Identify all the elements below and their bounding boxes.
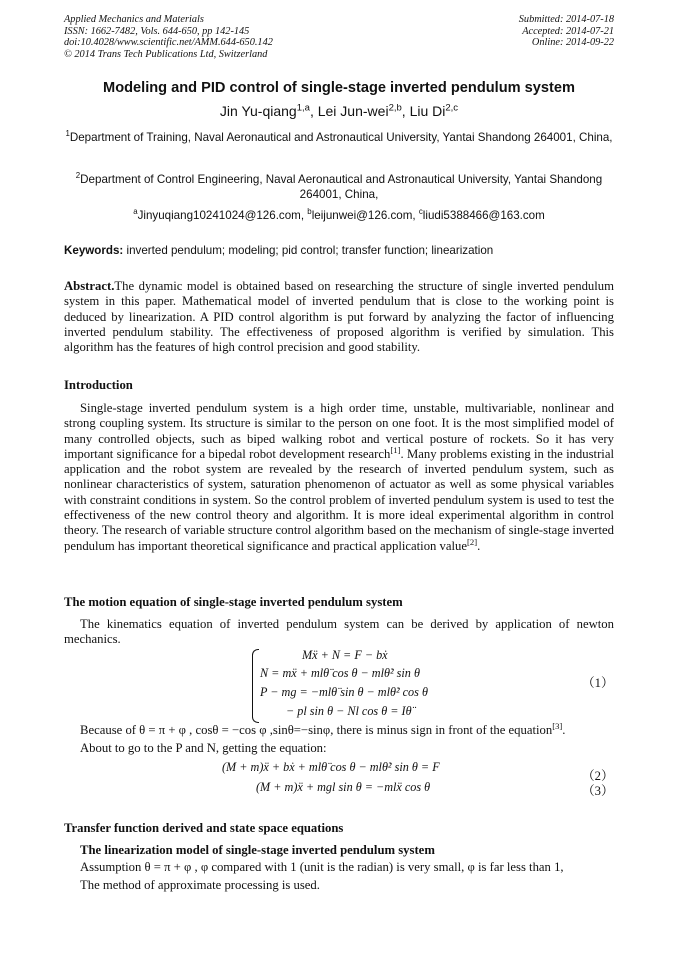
introduction-paragraph: Single-stage inverted pendulum system is a high order time, unstable, multivariable, nonlinear and strong coupling system. Its structure is similar to the person on one foot. It is the most simplified model of many controlled objects, such as biped walking robot and vertical posture of rockets. So it has very important significance for a bipedal robot development research[1]. Many problems existing in the industrial application and the robot system are revealed by the research of inverted pendulum system, such as nonlinear characteristics of system, saturation phenomenon of actuator as well as some physical variables with constraint conditions in system. So the control problem of inverted pendulum system is used to test the effectiveness of the new control theory and algorithm. It is more ideal experimental algorithm in control theory. The research of variable structure control algorithm based on the mechanism of single-stage inverted pendulum has important theoretical significance and practical application value[2]. [64,401,614,553]
equation-number-2: （2） [582,769,614,783]
keywords-text: inverted pendulum; modeling; pid control; transfer function; linearization [126,244,494,257]
equation-line: − pl sin θ − Nl cos θ = Iθ̈ [286,704,412,718]
author-name: Liu Di [409,103,446,119]
email-link[interactable]: liudi5388466@163.com [422,209,545,222]
paper-title: Modeling and PID control of single-stage inverted pendulum system [103,80,575,96]
author-name: Jin Yu-qiang [219,103,297,119]
motion-intro-paragraph: The kinematics equation of inverted pendulum system can be derived by application of newton mechanics. [64,617,614,647]
journal-name: Applied Mechanics and Materials [64,14,204,25]
abstract [64,279,614,355]
equation-line: N = mẍ + mlθ̈ cos θ − mlθ̇² sin θ [260,666,420,680]
affiliation-1: $^1$Department of Training, Naval Aeronautical and Astronautical University, Yantai Shandong 264001, China, [65,129,613,144]
doi-line: doi:10.4028/www.scientific.net/AMM.644-650.142 [64,37,273,49]
author-name: Lei Jun-wei [317,103,389,119]
author-list: Jin Yu-qiang$^{1,a}$, Lei Jun-wei$^{2,b}$, Liu Di$^{2,c}$ [219,102,459,119]
abstract-label: Abstract. [64,279,115,293]
journal-header-right [519,14,614,49]
affiliation-2: $^2$Department of Control Engineering, Naval Aeronautical and Astronautical University, Yantai Shandong 264001, China, [75,171,603,201]
author-sup: 1,a [296,102,310,114]
email-link[interactable]: Jinyuqiang10241024@126.com [137,209,301,222]
equation-2: (M + m)ẍ + bẋ + mlθ̈ cos θ − mlθ̇² sin θ = F [222,760,440,774]
abstract-text: The dynamic model is obtained based on researching the structure of single inverted pendulum system in this paper. Mathematical model of inverted pendulum that is close to the working point is deduced by linearization. A PID control algorithm is put forward by analyzing the factor of influencing inverted pendulum stability. The effectiveness of proposed algorithm is verified by simulation. This algorithm has the features of high control precision and good stability. [64,279,614,355]
citation: [1] [390,444,401,455]
journal-header-left [64,14,273,60]
citation: [2] [467,536,478,547]
section-heading-motion-equation: The motion equation of single-stage inverted pendulum system [64,595,403,609]
assumption-line: Assumption θ = π + φ , φ compared with 1 (unit is the radian) is very small, φ is far less than 1, [80,860,564,874]
equation-3: (M + m)ẍ + mgl sin θ = −mlẍ cos θ [256,780,431,794]
equation-number-1: （1） [582,676,614,690]
keywords-label: Keywords: [64,244,124,257]
because-line: Because of θ = π + φ , cosθ = −cos φ ,sinθ=−sinφ, there is minus sign in front of the equation[3]. [80,720,566,737]
online-date: Online: 2014-09-22 [531,37,614,49]
equation-brace [252,649,259,723]
issn-line: ISSN: 1662-7482, Vols. 644-650, pp 142-145 [64,25,250,37]
keywords [64,244,614,257]
about-line: About to go to the P and N, getting the equation: [80,741,327,755]
section-heading-introduction: Introduction [64,378,133,392]
author-sup: 2,c [445,102,459,114]
accepted-date: Accepted: 2014-07-21 [522,25,614,37]
subsection-heading-linearization: The linearization model of single-stage inverted pendulum system [80,843,435,857]
equation-line: P − mg = −mlθ̈ sin θ − mlθ̇² cos θ [260,685,428,699]
copyright-line: © 2014 Trans Tech Publications Ltd, Switzerland [64,48,268,60]
email-link[interactable]: leijunwei@126.com [311,209,413,222]
submitted-date: Submitted: 2014-07-18 [518,14,614,25]
author-emails: $^a$Jinyuqiang10241024@126.com, $^b$leijunwei@126.com, $^c$liudi5388466@163.com [133,207,545,222]
author-sup: 2,b [388,102,402,114]
equation-line: Mẍ + N = F − bẋ [302,648,388,662]
method-line: The method of approximate processing is used. [80,878,320,892]
equation-number-3: （3） [582,784,614,798]
section-heading-transfer-function: Transfer function derived and state space equations [64,821,344,835]
citation: [3] [552,720,563,731]
